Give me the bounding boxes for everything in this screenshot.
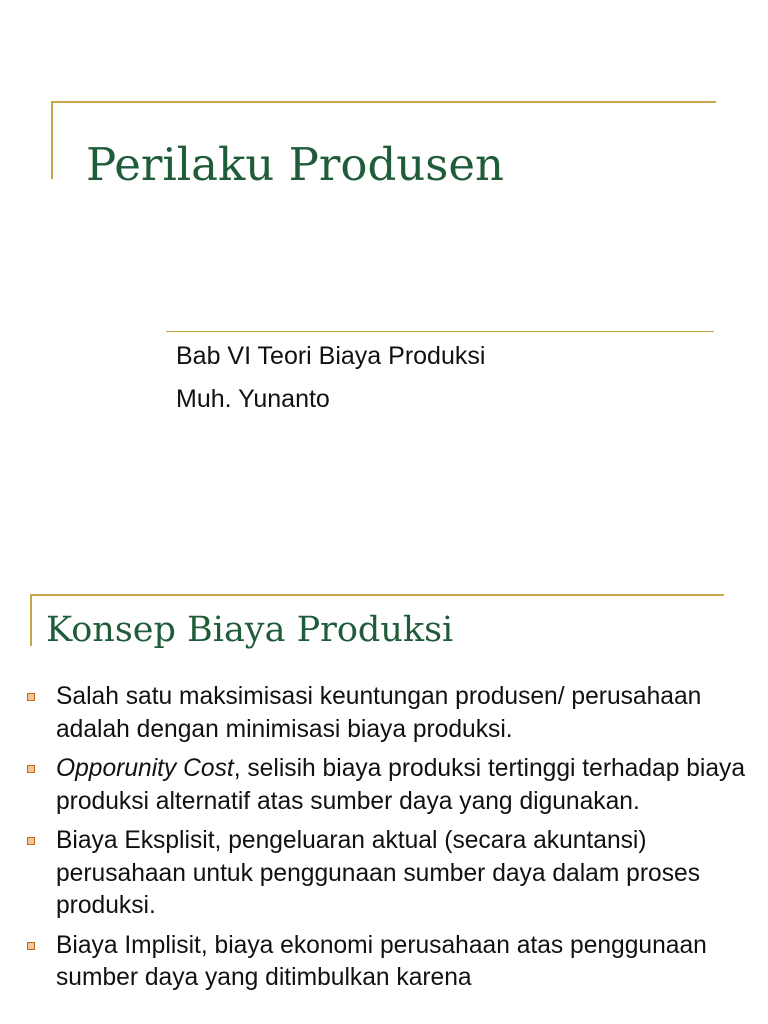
bullet-item	[24, 825, 764, 923]
slide1-left-rule	[51, 101, 53, 179]
bullet-list	[24, 681, 764, 1002]
slide2-title: Konsep Biaya Produksi	[46, 610, 454, 650]
bullet-item	[24, 753, 764, 818]
bullet-text: , selisih biaya produksi tertinggi terhadap biaya produksi alternatif atas sumber daya yang digunakan.	[56, 755, 746, 815]
slide2-left-rule	[30, 594, 32, 646]
square-bullet-icon	[27, 693, 35, 701]
bullet-item	[24, 681, 764, 746]
bullet-text: Salah satu maksimisasi keuntungan produsen/ perusahaan adalah dengan minimisasi biaya produksi.	[56, 683, 702, 743]
slide2-top-rule	[30, 594, 724, 596]
square-bullet-icon	[27, 837, 35, 845]
square-bullet-icon	[27, 942, 35, 950]
bullet-text: Biaya Implisit, biaya ekonomi perusahaan atas penggunaan sumber daya yang ditimbulkan karena	[56, 931, 707, 991]
bullet-text: Biaya Eksplisit, pengeluaran aktual (secara akuntansi) perusahaan untuk penggunaan sumber daya dalam proses produksi.	[56, 827, 700, 919]
slide1-title: Perilaku Produsen	[86, 138, 504, 191]
slide1-subtitle-line2: Muh. Yunanto	[176, 385, 330, 413]
slide1-top-rule	[51, 101, 716, 103]
bullet-item	[24, 930, 764, 995]
bullet-emphasis: Opporunity Cost	[56, 755, 234, 782]
square-bullet-icon	[27, 765, 35, 773]
slide1-subtitle-rule	[166, 331, 714, 332]
slide1-subtitle-line1: Bab VI Teori Biaya Produksi	[176, 342, 486, 370]
